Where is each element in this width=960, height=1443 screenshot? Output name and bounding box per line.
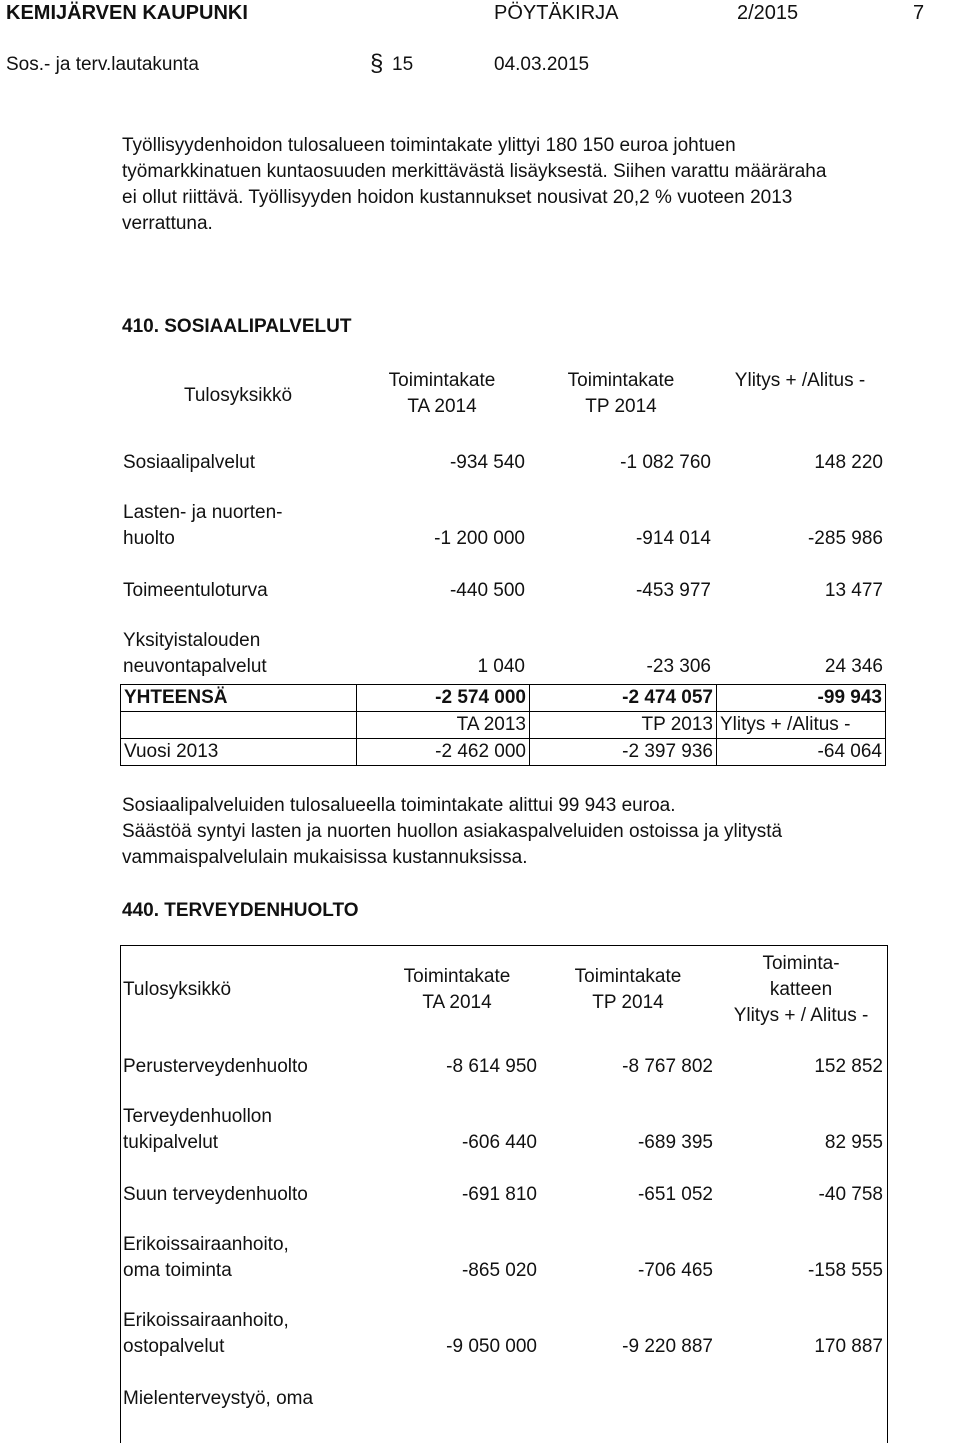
prev-year-row: Vuosi 2013 -2 462 000 -2 397 936 -64 064 [121, 739, 886, 766]
section-sign-icon: § [370, 50, 384, 77]
col-header-unit: Tulosyksikkö [183, 385, 293, 406]
col-header-tp: Toimintakate TP 2014 [574, 966, 682, 1013]
note-line: vammaispalvelulain mukaisissa kustannuksissa. [122, 847, 528, 868]
table-row: Lasten- ja nuorten- huolto -1 200 000 -914 014 -285 986 [123, 502, 883, 549]
section-410-notes [122, 793, 782, 871]
table-row: Suun terveydenhuolto -691 810 -651 052 -40 758 [123, 1184, 883, 1205]
col-header-diff: Toiminta- katteen Ylitys + / Alitus - [733, 953, 869, 1026]
table-row: Sosiaalipalvelut -934 540 -1 082 760 148 220 [123, 452, 883, 473]
table-410-body [120, 448, 886, 680]
board-name: Sos.- ja terv.lautakunta [6, 54, 199, 75]
intro-line: verrattuna. [122, 213, 213, 234]
prev-year-header-row: TA 2013 TP 2013 Ylitys + /Alitus - [121, 712, 886, 739]
total-row: YHTEENSÄ -2 574 000 -2 474 057 -99 943 [121, 685, 886, 712]
col-header-tp: Toimintakate TP 2014 [567, 370, 675, 417]
meeting-date: 04.03.2015 [494, 54, 590, 75]
col-header-diff: Ylitys + /Alitus - [734, 370, 866, 391]
page-number: 7 [913, 2, 925, 24]
col-header-ta: Toimintakate TA 2014 [403, 966, 511, 1013]
table-row: Erikoissairaanhoito, oma toiminta -865 020 -706 465 -158 555 [123, 1234, 883, 1281]
table-row: Terveydenhuollon tukipalvelut -606 440 -689 395 82 955 [123, 1106, 883, 1153]
section-410-title: 410. SOSIAALIPALVELUT [122, 316, 352, 337]
table-row: Toimeentuloturva -440 500 -453 977 13 477 [123, 580, 883, 601]
intro-line: työmarkkinatuen kuntaosuuden merkittävästä lisäyksestä. Siihen varattu määräraha [122, 161, 827, 182]
table-row: Perusterveydenhuolto -8 614 950 -8 767 802 152 852 [123, 1056, 883, 1077]
table-440-header-row [120, 946, 886, 1034]
table-410-totals [120, 684, 886, 766]
doc-number: 2/2015 [737, 2, 799, 24]
doc-type: PÖYTÄKIRJA [494, 2, 619, 24]
note-line: Säästöä syntyi lasten ja nuorten huollon asiakaspalveluiden ostoissa ja ylitystä [122, 821, 783, 842]
col-header-unit: Tulosyksikkö [123, 979, 232, 1000]
org-name: KEMIJÄRVEN KAUPUNKI [6, 2, 248, 24]
col-header-ta: Toimintakate TA 2014 [388, 370, 496, 417]
table-440 [120, 946, 886, 1412]
intro-paragraph [122, 133, 826, 237]
table-row: Yksityistalouden neuvontapalvelut 1 040 -23 306 24 346 [123, 630, 883, 677]
section-440-title: 440. TERVEYDENHUOLTO [122, 900, 359, 921]
table-row: Mielenterveystyö, oma [123, 1388, 314, 1409]
intro-line: Työllisyydenhoidon tulosalueen toimintakate ylittyi 180 150 euroa johtuen [122, 135, 736, 156]
section-number: 15 [392, 54, 414, 75]
table-410-header [120, 368, 886, 424]
note-line: Sosiaalipalveluiden tulosalueella toimintakate alittui 99 943 euroa. [122, 795, 676, 816]
intro-line: ei ollut riittävä. Työllisyyden hoidon kustannukset nousivat 20,2 % vuoteen 2013 [122, 187, 793, 208]
table-row: Erikoissairaanhoito, ostopalvelut -9 050 000 -9 220 887 170 887 [123, 1310, 883, 1357]
